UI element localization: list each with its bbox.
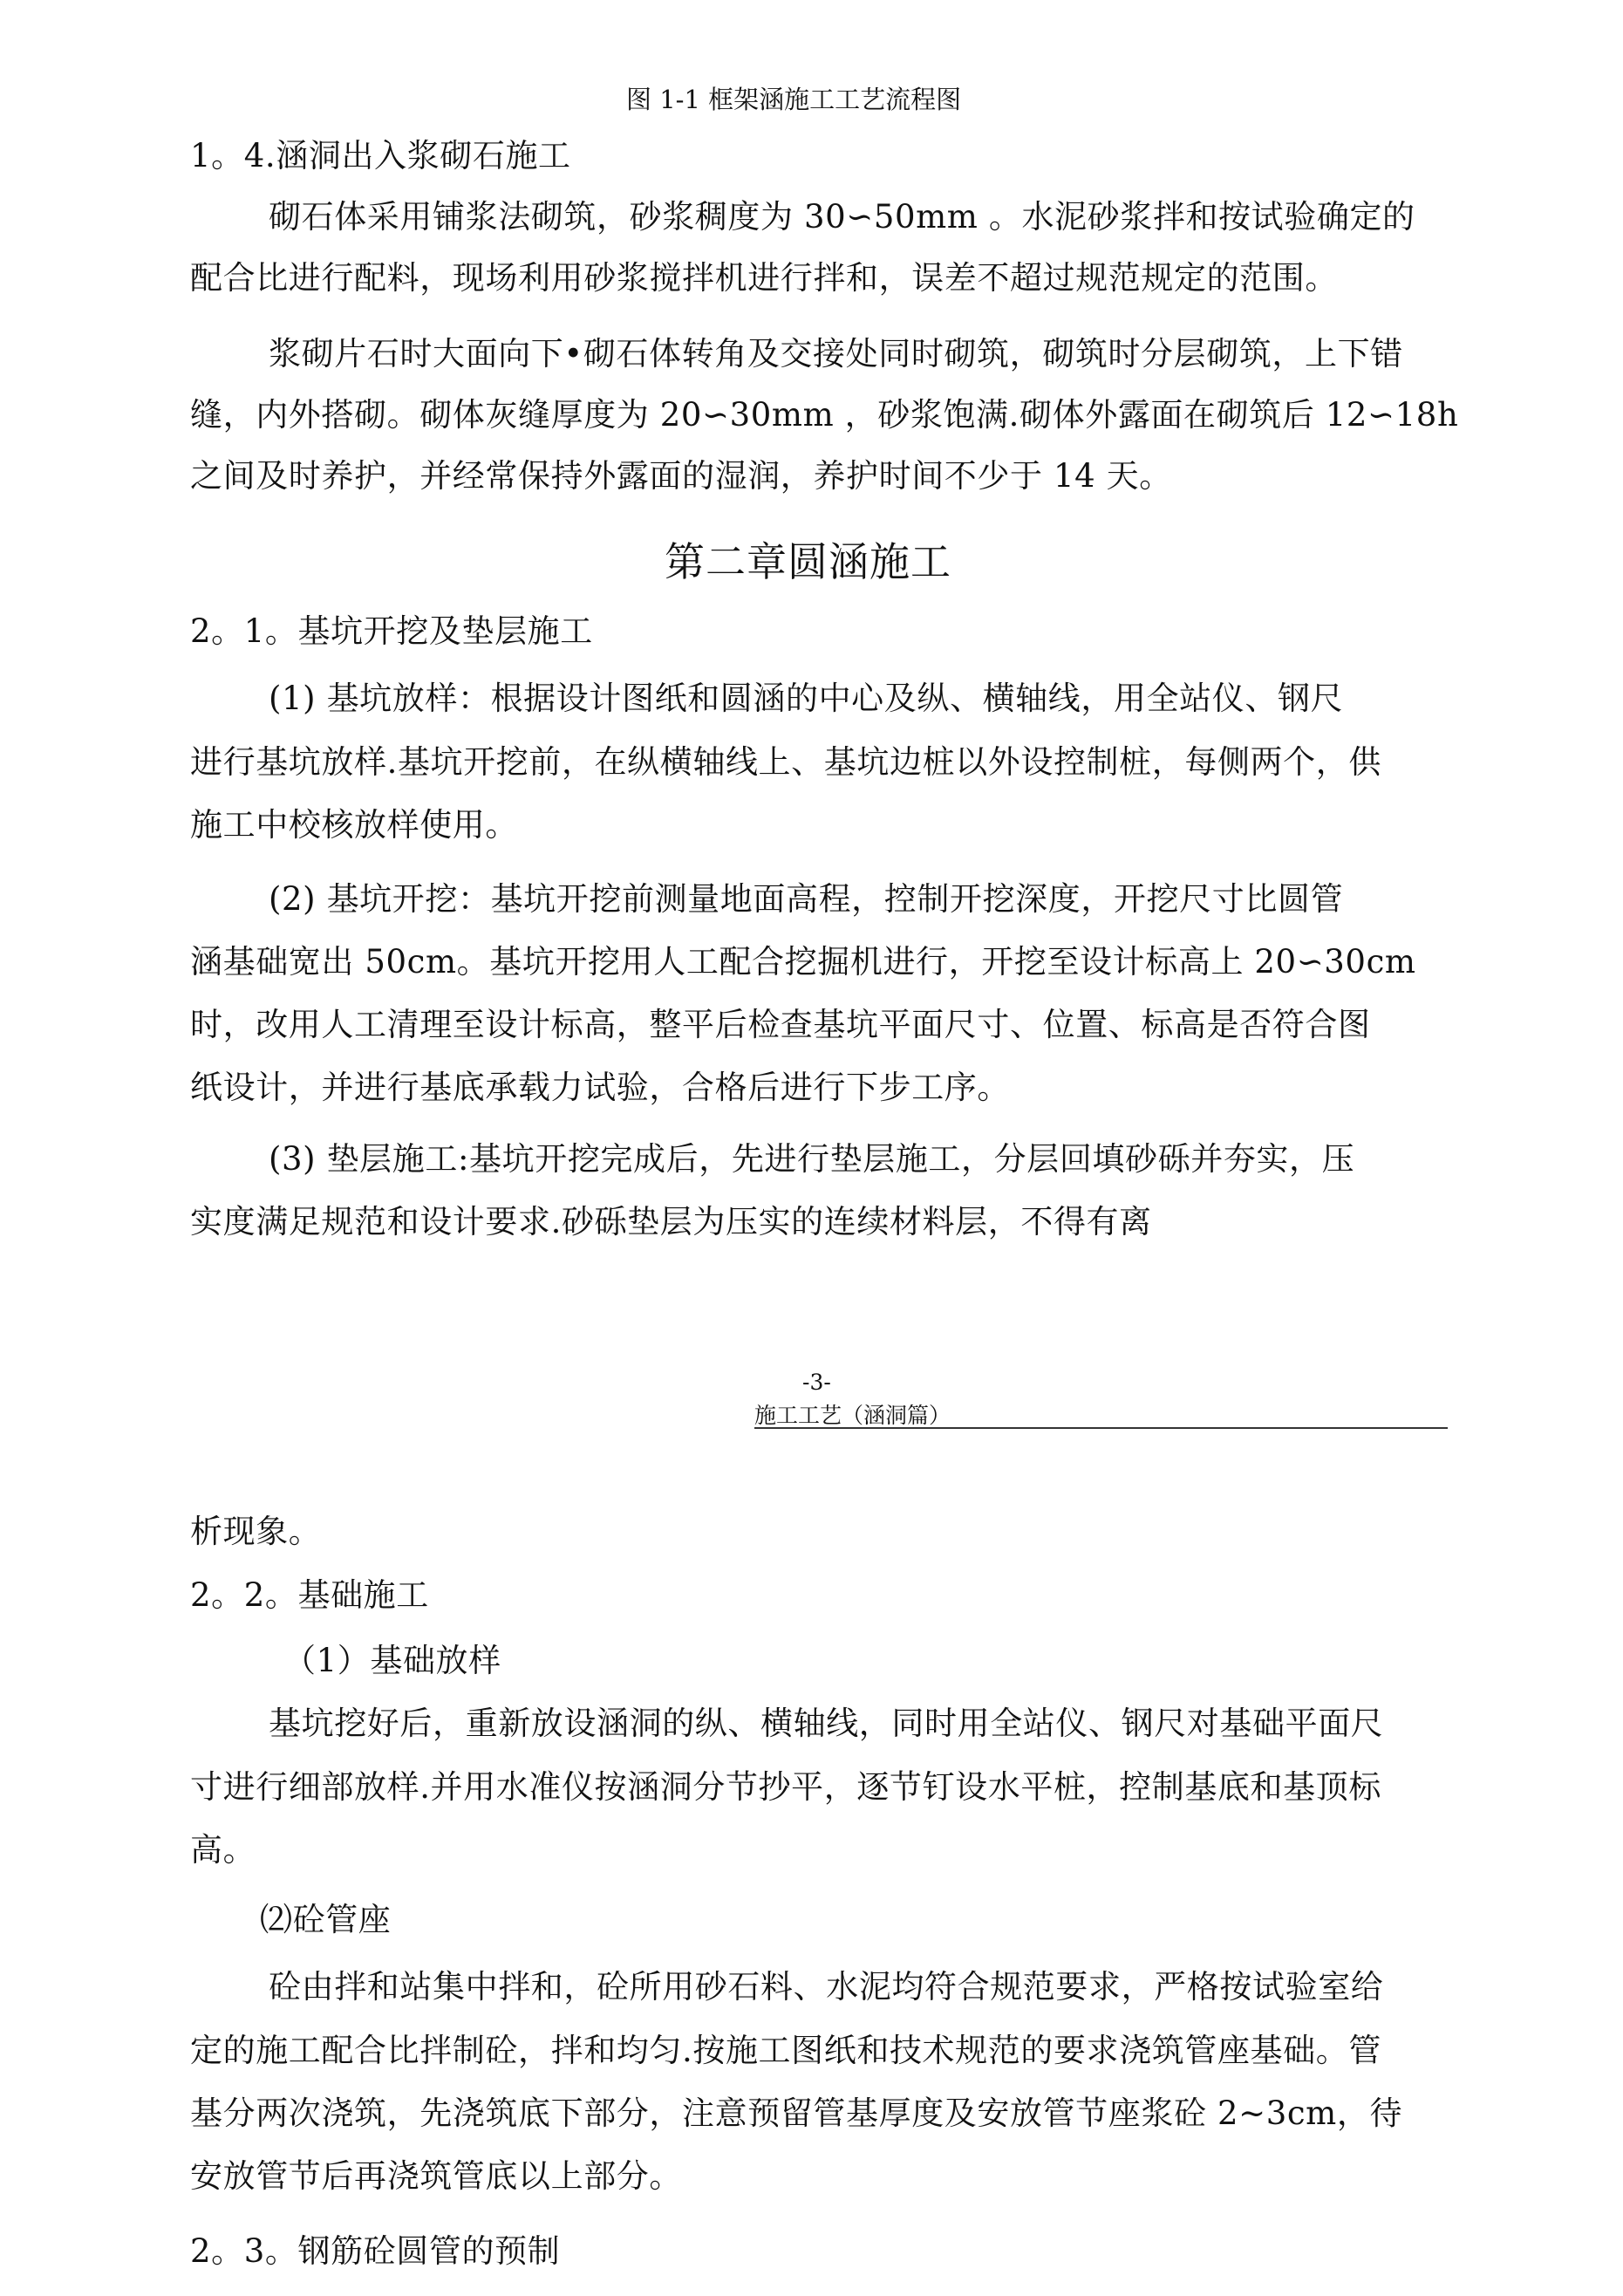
paragraph-line: 寸进行细部放样.并用水准仪按涵洞分节抄平，逐节钉设水平桩，控制基底和基顶标 bbox=[190, 1768, 1381, 1806]
paragraph-line: (1) 基坑放样：根据设计图纸和圆涵的中心及纵、横轴线，用全站仪、钢尺 bbox=[269, 680, 1344, 717]
header-rule bbox=[754, 1427, 1448, 1429]
paragraph-line: 基分两次浇筑，先浇筑底下部分，注意预留管基厚度及安放管节座浆砼 2~3cm，待 bbox=[190, 2094, 1403, 2132]
paragraph-line: 定的施工配合比拌制砼，拌和均匀.按施工图纸和技术规范的要求浇筑管座基础。管 bbox=[190, 2032, 1381, 2069]
paragraph-line: 基坑挖好后，重新放设涵洞的纵、横轴线，同时用全站仪、钢尺对基础平面尺 bbox=[269, 1705, 1384, 1742]
paragraph-line: 进行基坑放样.基坑开挖前，在纵横轴线上、基坑边桩以外设控制桩，每侧两个，供 bbox=[190, 743, 1381, 781]
paragraph-line: 时，改用人工清理至设计标高，整平后检查基坑平面尺寸、位置、标高是否符合图 bbox=[190, 1006, 1371, 1043]
section-heading-2-1: 2。1。基坑开挖及垫层施工 bbox=[190, 612, 593, 650]
paragraph-line: 施工中校核放样使用。 bbox=[190, 806, 518, 844]
section-heading-2-3: 2。3。钢筋砼圆管的预制 bbox=[190, 2232, 561, 2270]
paragraph-line: 砼由拌和站集中拌和，砼所用砂石料、水泥均符合规范要求，严格按试验室给 bbox=[269, 1968, 1384, 2006]
figure-caption: 图 1-1 框架涵施工工艺流程图 bbox=[626, 85, 962, 114]
paragraph-line: 实度满足规范和设计要求.砂砾垫层为压实的连续材料层，不得有离 bbox=[190, 1203, 1152, 1240]
paragraph-line: 高。 bbox=[190, 1831, 256, 1869]
section-heading-1-4: 1。4.涵洞出入浆砌石施工 bbox=[190, 137, 571, 174]
paragraph-line: 之间及时养护，并经常保持外露面的湿润，养护时间不少于 14 天。 bbox=[190, 457, 1172, 495]
paragraph-line: 纸设计，并进行基底承载力试验，合格后进行下步工序。 bbox=[190, 1069, 1010, 1106]
paragraph-line: 缝，内外搭砌。砌体灰缝厚度为 20∽30mm ，砂浆饱满.砌体外露面在砌筑后 12∽18h bbox=[190, 396, 1459, 434]
page-number: -3- bbox=[802, 1370, 831, 1395]
running-header: 施工工艺（涵洞篇） bbox=[754, 1403, 951, 1428]
paragraph-line: 涵基础宽出 50cm。基坑开挖用人工配合挖掘机进行，开挖至设计标高上 20∽30cm bbox=[190, 943, 1416, 981]
subheading: ⑵砼管座 bbox=[260, 1901, 392, 1938]
chapter-title: 第二章圆涵施工 bbox=[665, 538, 951, 585]
subheading: （1）基础放样 bbox=[283, 1642, 501, 1679]
paragraph-line: 配合比进行配料，现场利用砂浆搅拌机进行拌和，误差不超过规范规定的范围。 bbox=[190, 259, 1338, 297]
paragraph-line: 砌石体采用铺浆法砌筑，砂浆稠度为 30∽50mm 。水泥砂浆拌和按试验确定的 bbox=[269, 198, 1415, 236]
paragraph-line: (2) 基坑开挖：基坑开挖前测量地面高程，控制开挖深度，开挖尺寸比圆管 bbox=[269, 880, 1344, 918]
paragraph-line: 安放管节后再浇筑管底以上部分。 bbox=[190, 2157, 682, 2195]
paragraph-line: 浆砌片石时大面向下•砌石体转角及交接处同时砌筑，砌筑时分层砌筑，上下错 bbox=[269, 335, 1403, 372]
paragraph-line: (3) 垫层施工:基坑开挖完成后，先进行垫层施工，分层回填砂砾并夯实，压 bbox=[269, 1140, 1355, 1178]
section-heading-2-2: 2。2。基础施工 bbox=[190, 1576, 429, 1614]
continuation-text: 析现象。 bbox=[190, 1513, 322, 1550]
